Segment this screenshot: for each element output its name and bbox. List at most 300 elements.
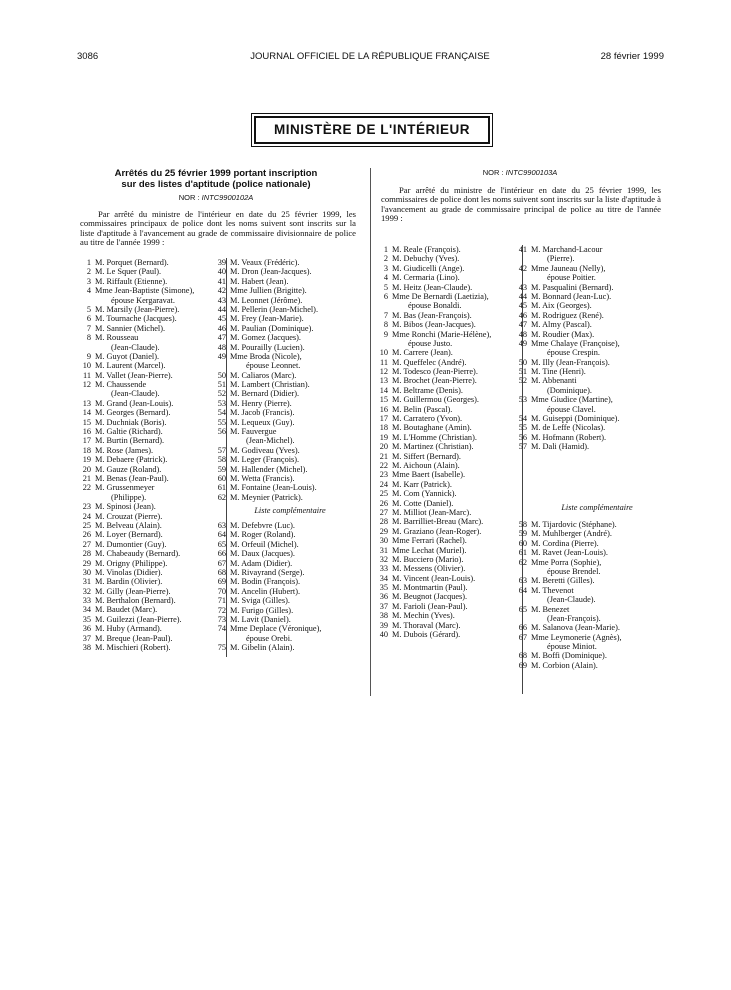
list-item-number: 49	[217, 351, 226, 361]
list-item-name: (Jean-Claude).	[111, 342, 160, 352]
list-item-number: 37	[379, 601, 388, 611]
list-item-name: M. Georges (Bernard).	[95, 408, 171, 418]
list-item-name: M. de Leffe (Nicolas).	[531, 423, 606, 433]
list-item-number: 21	[379, 451, 388, 461]
list-item	[77, 427, 225, 436]
list-item-number: 67	[217, 558, 226, 568]
list-item-name: M. Bucciero (Mario).	[392, 554, 464, 564]
list-item-name: (Philippe).	[111, 492, 147, 502]
list-item-number: 51	[518, 367, 527, 377]
list-item-number: 44	[217, 304, 226, 314]
list-item-number	[374, 339, 390, 348]
list-item-name: M. Hallender (Michel).	[230, 464, 308, 474]
list-item-name: M. Lequeux (Guy).	[230, 417, 295, 427]
list-item-number: 8	[383, 320, 388, 330]
list-item	[212, 587, 372, 596]
list-item-name: Mme Porra (Sophie),	[531, 557, 602, 567]
list-item	[513, 586, 673, 595]
list-item	[513, 633, 673, 642]
list-item-number: 28	[82, 549, 91, 559]
list-item-name: M. Chabeaudy (Bernard).	[95, 549, 181, 559]
list-item-number: 10	[379, 348, 388, 358]
list-item-name: (Jean-François).	[547, 613, 601, 623]
list-item-name: (Jean-Michel).	[246, 436, 295, 446]
list-item-number: 53	[518, 395, 527, 405]
list-item-name: (Jean-Claude).	[547, 595, 596, 605]
list-item-name: M. Lavit (Daniel).	[230, 614, 291, 624]
list-item	[212, 530, 372, 539]
list-item	[212, 418, 372, 427]
list-item-name: M. Wetta (Francis).	[230, 473, 295, 483]
list-item-number	[513, 273, 529, 282]
list-item-number: 64	[217, 530, 226, 540]
list-item-number: 21	[82, 473, 91, 483]
list-item-name: M. Daux (Jacques).	[230, 549, 295, 559]
list-item	[77, 455, 225, 464]
list-item-number: 65	[518, 604, 527, 614]
list-item-number	[374, 301, 390, 310]
list-item-name: (Jean-Claude).	[111, 389, 160, 399]
list-item-name: M. Beugnot (Jacques).	[392, 592, 468, 602]
list-item-name: M. Boffi (Dominique).	[531, 651, 607, 661]
list-item-number	[513, 405, 529, 414]
list-item-number: 50	[217, 370, 226, 380]
list-item-number	[212, 361, 228, 370]
list-item	[513, 245, 673, 254]
list-item-number: 66	[217, 549, 226, 559]
list-item	[212, 286, 372, 295]
list-item-name: M. Debaere (Patrick).	[95, 455, 168, 465]
list-item-number: 19	[379, 432, 388, 442]
list-item	[374, 311, 524, 320]
list-item-name: M. Aix (Georges).	[531, 301, 592, 311]
list-item-name: M. Leger (François).	[230, 455, 300, 465]
list-item-number: 43	[518, 282, 527, 292]
list-item-name: M. Pellerin (Jean-Michel).	[230, 304, 319, 314]
list-item	[374, 592, 524, 601]
list-item	[513, 367, 673, 376]
list-item-number: 73	[217, 614, 226, 624]
list-item-name: M. Cotte (Daniel).	[392, 498, 454, 508]
list-item	[212, 389, 372, 398]
list-item	[513, 520, 673, 529]
list-item-number: 50	[518, 357, 527, 367]
list-item-number: 30	[82, 567, 91, 577]
list-item-name: M. Gomez (Jacques).	[230, 333, 301, 343]
right-list-col2	[513, 245, 673, 452]
list-item-number: 32	[379, 554, 388, 564]
list-item	[374, 517, 524, 526]
list-item-name: M. Ravet (Jean-Louis).	[531, 548, 608, 558]
list-item-name: M. Fontaine (Jean-Louis).	[230, 483, 317, 493]
list-item-number: 55	[518, 423, 527, 433]
left-subhead: Liste complémentaire	[254, 506, 326, 515]
list-item	[77, 389, 225, 398]
list-item-number: 11	[83, 370, 91, 380]
list-item-name: M. Todesco (Jean-Pierre).	[392, 367, 478, 377]
list-item-number: 12	[379, 367, 388, 377]
list-item	[374, 283, 524, 292]
list-item-number: 24	[82, 511, 91, 521]
list-item-name: Mme Lechat (Muriel).	[392, 545, 467, 555]
list-item	[374, 433, 524, 442]
list-item-number: 63	[518, 576, 527, 586]
list-item-name: épouse Poitier.	[547, 273, 596, 283]
list-item-number: 54	[217, 408, 226, 418]
list-item-name: M. Paulian (Dominique).	[230, 323, 314, 333]
list-item-number	[77, 343, 93, 352]
list-item-name: épouse Justo.	[408, 338, 453, 348]
list-item-name: M. Reale (François).	[392, 245, 461, 254]
list-item-name: M. Carratero (Yvon).	[392, 414, 463, 424]
list-item	[374, 480, 524, 489]
list-item	[212, 427, 372, 436]
list-item-number	[513, 567, 529, 576]
list-item-name: M. Muhlberger (André).	[531, 529, 612, 539]
list-item-name: M. Tijardovic (Stéphane).	[531, 520, 617, 529]
list-item	[513, 576, 673, 585]
list-item	[77, 408, 225, 417]
list-item	[513, 567, 673, 576]
list-item-number: 61	[518, 548, 527, 558]
list-item-name: M. Boutaghane (Amin).	[392, 423, 472, 433]
list-item-name: M. Vincent (Jean-Louis).	[392, 573, 476, 583]
list-item-name: M. Duchniak (Boris).	[95, 417, 167, 427]
list-item-name: M. Dumontier (Guy).	[95, 539, 167, 549]
list-item-number: 56	[518, 432, 527, 442]
list-item	[77, 343, 225, 352]
list-item-number: 1	[383, 245, 388, 254]
list-item-number: 59	[217, 464, 226, 474]
list-item	[513, 311, 673, 320]
list-item	[77, 521, 225, 530]
list-item	[77, 436, 225, 445]
left-nor	[80, 193, 352, 202]
list-item-number: 61	[217, 483, 226, 493]
list-item	[513, 595, 673, 604]
list-item	[212, 361, 372, 370]
list-item-number: 48	[518, 329, 527, 339]
left-list-col2	[212, 258, 372, 502]
list-item-name: M. Thevenot	[531, 585, 574, 595]
list-item-number: 25	[379, 489, 388, 499]
list-item-name: M. Aichoun (Alain).	[392, 460, 460, 470]
list-item-name: M. Benezet	[531, 604, 570, 614]
list-item	[212, 493, 372, 502]
list-item	[77, 643, 225, 652]
list-item	[77, 549, 225, 558]
list-item	[212, 267, 372, 276]
list-item-name: M. Bibos (Jean-Jacques).	[392, 320, 476, 330]
right-nor	[382, 168, 658, 177]
list-item-number: 29	[379, 526, 388, 536]
list-item	[513, 558, 673, 567]
list-item-number	[513, 614, 529, 623]
list-item-number: 37	[82, 633, 91, 643]
list-item-number: 7	[86, 323, 91, 333]
list-item-name: M. Veaux (Frédéric).	[230, 258, 300, 267]
list-item	[212, 305, 372, 314]
list-item-number: 14	[82, 408, 91, 418]
list-item-name: M. Heitz (Jean-Claude).	[392, 282, 473, 292]
list-item	[212, 624, 372, 633]
list-item	[374, 367, 524, 376]
list-item-name: M. Cermaria (Lino).	[392, 273, 460, 283]
list-item-number: 2	[383, 254, 388, 264]
list-item-number: 42	[217, 286, 226, 296]
list-item-number	[77, 389, 93, 398]
list-item-name: M. L'Homme (Christian).	[392, 432, 477, 442]
list-item	[513, 395, 673, 404]
list-item-number: 28	[379, 517, 388, 527]
list-item-name: M. Dali (Hamid).	[531, 442, 590, 452]
list-item-name: M. Spinosi (Jean).	[95, 502, 156, 512]
list-item	[212, 446, 372, 455]
list-item-number: 33	[379, 564, 388, 574]
list-item-number	[513, 254, 529, 263]
list-item-name: M. Origny (Philippe).	[95, 558, 168, 568]
list-item-number: 29	[82, 558, 91, 568]
list-item-name: épouse Orebi.	[246, 633, 293, 643]
list-item-name: M. Baudet (Marc).	[95, 605, 158, 615]
list-item	[77, 305, 225, 314]
list-item	[212, 436, 372, 445]
list-item	[513, 301, 673, 310]
list-item-number: 72	[217, 605, 226, 615]
list-item-name: M. Martinez (Christian).	[392, 442, 474, 452]
list-item-number: 9	[383, 329, 388, 339]
list-item-number: 13	[82, 398, 91, 408]
list-item-name: M. Benas (Jean-Paul).	[95, 473, 169, 483]
list-item-number: 40	[217, 267, 226, 277]
list-item-number	[513, 348, 529, 357]
list-item-number: 52	[217, 389, 226, 399]
list-item-number: 45	[217, 314, 226, 324]
list-item-name: M. Crouzat (Pierre).	[95, 511, 163, 521]
list-item-name: M. Gauze (Roland).	[95, 464, 162, 474]
list-item-name: M. Riffault (Etienne).	[95, 276, 168, 286]
list-item-name: M. Laurent (Marcel).	[95, 361, 166, 371]
list-item-number: 27	[82, 539, 91, 549]
list-item-name: M. Abbenanti	[531, 376, 577, 386]
list-item-name: Mme Giudice (Martine),	[531, 395, 613, 405]
list-item-name: M. Siffert (Bernard).	[392, 451, 461, 461]
list-item	[374, 386, 524, 395]
list-item-number: 40	[379, 630, 388, 640]
list-item	[77, 286, 225, 295]
list-item	[77, 277, 225, 286]
list-item-number: 74	[217, 624, 226, 634]
list-item-number: 48	[217, 342, 226, 352]
list-item-number: 59	[518, 529, 527, 539]
list-item-number: 69	[217, 577, 226, 587]
list-item-name: M. Cordina (Pierre).	[531, 538, 599, 548]
list-item-name: M. Illy (Jean-François).	[531, 357, 610, 367]
list-item	[374, 611, 524, 620]
list-item-name: M. Lambert (Christian).	[230, 380, 310, 390]
list-item-number	[212, 634, 228, 643]
list-item-name: épouse Clavel.	[547, 404, 596, 414]
list-item-name: M. Porquet (Bernard).	[95, 258, 169, 267]
list-item	[513, 539, 673, 548]
list-item-name: M. Debuchy (Yves).	[392, 254, 460, 264]
list-item-name: épouse Crespin.	[547, 348, 600, 358]
list-item-name: M. Gilly (Jean-Pierre).	[95, 586, 171, 596]
list-item-name: M. Corbion (Alain).	[531, 660, 598, 670]
list-item-number: 36	[82, 624, 91, 634]
list-item	[77, 483, 225, 492]
list-item-name: M. Loyer (Bernard).	[95, 530, 163, 540]
list-item-number: 42	[518, 263, 527, 273]
list-item-number: 38	[379, 611, 388, 621]
list-item	[374, 423, 524, 432]
left-intro: Par arrêté du ministre de l'intérieur en date du 25 février 1999, les commissaires principaux de police dont les noms suivent sont inscrits sur la liste d'aptitude à l'avancement au grade de commissaire divisionnaire de police au titre de l'année 1999 :	[80, 209, 356, 248]
list-item-number: 41	[518, 245, 527, 254]
page-number: 3086	[77, 51, 99, 62]
list-item	[513, 651, 673, 660]
list-item	[513, 442, 673, 451]
list-item-number: 3	[86, 276, 91, 286]
list-item-name: M. Frey (Jean-Marie).	[230, 314, 304, 324]
list-item-name: M. Farioli (Jean-Paul).	[392, 601, 468, 611]
list-item-name: M. Thoraval (Marc).	[392, 620, 461, 630]
list-item-number: 58	[518, 520, 527, 529]
list-item	[77, 446, 225, 455]
list-item-number: 4	[383, 273, 388, 283]
list-item	[77, 418, 225, 427]
list-item	[513, 661, 673, 670]
list-item-name: M. Giudicelli (Ange).	[392, 263, 465, 273]
list-item-number: 57	[518, 442, 527, 452]
list-item	[212, 324, 372, 333]
list-item-name: M. Guillermou (Georges).	[392, 395, 479, 405]
list-item	[513, 320, 673, 329]
list-item-name: M. Marsily (Jean-Pierre).	[95, 304, 180, 314]
list-item-name: M. Breque (Jean-Paul).	[95, 633, 173, 643]
list-item-number: 26	[379, 498, 388, 508]
list-item-name: M. Henry (Pierre).	[230, 398, 292, 408]
list-item	[77, 296, 225, 305]
list-item-name: (Pierre).	[547, 254, 575, 264]
left-list-col1	[77, 258, 225, 652]
list-item-number: 39	[217, 258, 226, 267]
list-item-number: 11	[380, 357, 388, 367]
left-nor-code: INTC9900102A	[201, 193, 254, 202]
list-item	[374, 621, 524, 630]
list-item	[212, 549, 372, 558]
list-item-name: M. Milliot (Jean-Marc).	[392, 507, 472, 517]
list-item-name: M. Mechin (Yves).	[392, 611, 455, 621]
list-item-name: M. Dron (Jean-Jacques).	[230, 267, 312, 277]
list-item	[374, 405, 524, 414]
list-item-number	[77, 493, 93, 502]
list-item-name: M. Sannier (Michel).	[95, 323, 166, 333]
list-item	[374, 452, 524, 461]
list-item	[77, 371, 225, 380]
list-item-name: M. Jacob (Francis).	[230, 408, 295, 418]
list-item-name: M. Beretti (Gilles).	[531, 576, 595, 586]
list-item	[374, 499, 524, 508]
right-list-col1	[374, 245, 524, 639]
list-item-number: 32	[82, 586, 91, 596]
list-item-number: 60	[217, 473, 226, 483]
list-item	[77, 615, 225, 624]
list-item-name: M. Mischieri (Robert).	[95, 643, 171, 653]
list-item-name: Mme De Bernardi (Laetizia),	[392, 291, 489, 301]
list-item	[77, 267, 225, 276]
list-item-name: Mme Baert (Isabelle).	[392, 470, 466, 480]
list-item-number: 22	[379, 460, 388, 470]
list-item-number: 60	[518, 538, 527, 548]
list-item	[513, 405, 673, 414]
list-item-name: M. Rose (James).	[95, 445, 154, 455]
list-item	[212, 399, 372, 408]
list-item	[212, 474, 372, 483]
list-item-number: 26	[82, 530, 91, 540]
journal-title: JOURNAL OFFICIEL DE LA RÉPUBLIQUE FRANÇAISE	[250, 51, 490, 62]
list-item	[374, 508, 524, 517]
list-item-name: M. Karr (Patrick).	[392, 479, 452, 489]
list-item-number: 44	[518, 291, 527, 301]
list-item-name: M. Rousseau	[95, 333, 139, 343]
list-item-name: M. Bonnard (Jean-Luc).	[531, 291, 612, 301]
list-item-number: 39	[379, 620, 388, 630]
list-item-name: M. Adam (Didier).	[230, 558, 293, 568]
list-item-number: 68	[217, 567, 226, 577]
list-item	[374, 320, 524, 329]
list-item-number: 12	[82, 380, 91, 390]
list-item-number: 33	[82, 596, 91, 606]
list-item	[212, 483, 372, 492]
list-item	[374, 348, 524, 357]
list-item	[513, 529, 673, 538]
list-item	[374, 630, 524, 639]
list-item-name: M. Orfeuil (Michel).	[230, 539, 299, 549]
list-item	[212, 314, 372, 323]
list-item-number: 70	[217, 586, 226, 596]
list-item	[77, 258, 225, 267]
list-item	[374, 245, 524, 254]
list-item-name: M. Roudier (Max).	[531, 329, 595, 339]
list-item	[513, 605, 673, 614]
list-item-name: M. Salanova (Jean-Marie).	[531, 623, 620, 633]
list-item-name: M. Berthalon (Bernard).	[95, 596, 176, 606]
list-item	[77, 634, 225, 643]
list-item-name: M. Pasqualini (Bernard).	[531, 282, 614, 292]
list-item-name: M. Almy (Pascal).	[531, 320, 592, 330]
list-item	[513, 273, 673, 282]
list-item	[77, 577, 225, 586]
ministry-title: MINISTÈRE DE L'INTÉRIEUR	[274, 122, 470, 137]
list-item	[374, 546, 524, 555]
list-item	[212, 408, 372, 417]
list-item-number: 14	[379, 385, 388, 395]
list-item-number: 5	[383, 282, 388, 292]
right-nor-label: NOR :	[482, 168, 506, 177]
list-item-name: épouse Miniot.	[547, 642, 597, 652]
list-item-number: 24	[379, 479, 388, 489]
list-item	[212, 643, 372, 652]
list-item	[212, 540, 372, 549]
list-item-number: 52	[518, 376, 527, 386]
list-item	[77, 380, 225, 389]
list-item-number: 62	[217, 492, 226, 502]
list-item	[513, 433, 673, 442]
list-item	[513, 348, 673, 357]
list-item-name: M. Ancelin (Hubert).	[230, 586, 301, 596]
list-item-number: 51	[217, 380, 226, 390]
list-item	[77, 512, 225, 521]
